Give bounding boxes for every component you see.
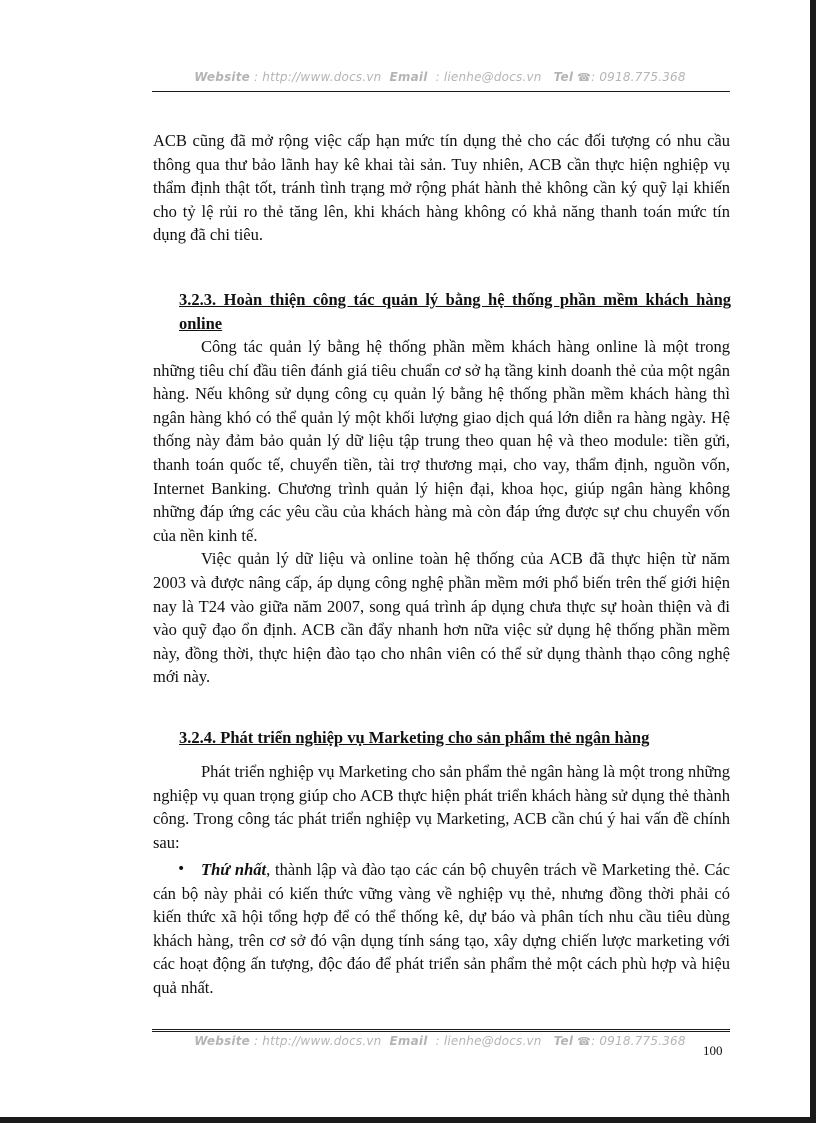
footer-rule [152, 1029, 730, 1032]
section-3-2-4-para-1: Phát triển nghiệp vụ Marketing cho sản phẩm thẻ ngân hàng là một trong những nghiệp vụ quan trọng giúp cho ACB thực hiện phát triển khách hàng sử dụng thẻ thành công. Trong công tác phát triển nghiệp vụ Marketing, ACB cần chú ý hai vấn đề chính sau: [153, 762, 730, 852]
bullet-lead: Thứ nhất [201, 860, 267, 879]
header-email-value: : lienhe@docs.vn [435, 70, 542, 84]
header-tel-value: : 0918.775.368 [591, 70, 686, 84]
page-header [150, 70, 730, 84]
header-website-value: : http://www.docs.vn [254, 70, 382, 84]
footer-tel-value: : 0918.775.368 [591, 1034, 686, 1048]
section-3-2-3-para-2: Việc quản lý dữ liệu và online toàn hệ thống của ACB đã thực hiện từ năm 2003 và được nâng cấp, áp dụng công nghệ phần mềm mới phổ biến trên thế giới hiện nay là T24 vào giữa năm 2007, song quá trình áp dụng chưa thực sự hoàn thiện và đi vào quỹ đạo ổn định. ACB cần đẩy nhanh hơn nữa việc sử dụng hệ thống phần mềm này, đồng thời, thực hiện đào tạo cho nhân viên có thể sử dụng thành thạo công nghệ mới này. [153, 549, 730, 687]
phone-icon: ☎ [577, 1035, 592, 1048]
intro-paragraph [153, 129, 730, 247]
section-3-2-3-para-1: Công tác quản lý bằng hệ thống phần mềm khách hàng online là một trong những tiêu chí đầu tiên đánh giá tiêu chuẩn cơ sở hạ tầng kinh doanh thẻ của một ngân hàng. Nếu không sử dụng công cụ quản lý bằng hệ thống phần mềm khách hàng thì ngân hàng khó có thể quản lý một khối lượng giao dịch quá lớn diễn ra hàng ngày. Hệ thống này đảm bảo quản lý dữ liệu tập trung theo quan hệ và theo module: tiền gửi, thanh toán quốc tế, chuyển tiền, tài trợ thương mại, cho vay, thẩm định, nguồn vốn, Internet Banking. Chương trình quản lý hiện đại, khoa học, giúp ngân hàng không những đáp ứng các yêu cầu của khách hàng mà còn đáp ứng được sự chu chuyển vốn của nền kinh tế. [153, 337, 730, 545]
bullet-item [153, 858, 730, 1000]
header-rule [152, 91, 730, 92]
intro-paragraph-text: ACB cũng đã mở rộng việc cấp hạn mức tín dụng thẻ cho các đối tượng có nhu cầu thông qua thư bảo lãnh hay kê khai tài sản. Tuy nhiên, ACB cần thực hiện nghiệp vụ thẩm định thật tốt, tránh tình trạng mở rộng phát hành thẻ không cần ký quỹ lại khiến cho tỷ lệ rủi ro thẻ tăng lên, khi khách hàng không có khả năng thanh toán mức tín dụng đã chi tiêu. [153, 131, 730, 245]
section-3-2-4-body [153, 760, 730, 854]
page-footer [150, 1034, 730, 1048]
section-heading-3-2-4: 3.2.4. Phát triển nghiệp vụ Marketing cho sản phẩm thẻ ngân hàng [179, 728, 650, 747]
footer-email-value: : lienhe@docs.vn [435, 1034, 542, 1048]
footer-tel-label: Tel [553, 1034, 574, 1048]
section-heading-3-2-3: 3.2.3. Hoàn thiện công tác quản lý bằng hệ thống phần mềm khách hàng online [179, 290, 731, 333]
header-email-label: Email [389, 70, 428, 84]
section-3-2-3-body [153, 335, 730, 689]
header-website-label: Website [194, 70, 250, 84]
footer-website-label: Website [194, 1034, 250, 1048]
page-number: 100 [703, 1043, 723, 1058]
footer-email-label: Email [389, 1034, 428, 1048]
footer-website-value: : http://www.docs.vn [254, 1034, 382, 1048]
header-tel-label: Tel [553, 70, 574, 84]
bullet-text: , thành lập và đào tạo các cán bộ chuyên trách về Marketing thẻ. Các cán bộ này phải có kiến thức vững vàng về nghiệp vụ thẻ, nhưng đồng thời phải có kiến thức xã hội tổng hợp để có thể thống kê, dự báo và phân tích nhu cầu tiêu dùng khách hàng, trên cơ sở đó vận dụng tính sáng tạo, xây dựng chiến lược marketing với các hoạt động ấn tượng, độc đáo để phát triển sản phẩm thẻ một cách phù hợp và hiệu quả nhất. [153, 860, 730, 997]
bullet-marker: • [177, 861, 186, 877]
phone-icon: ☎ [577, 71, 592, 84]
